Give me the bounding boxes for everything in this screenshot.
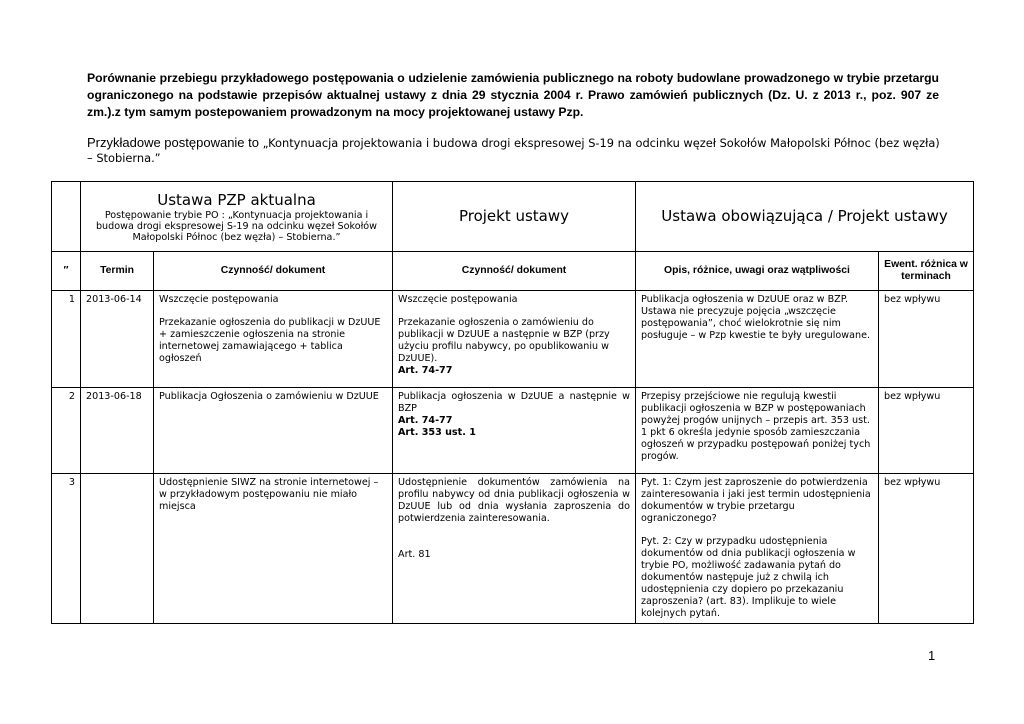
header-current-law <box>81 182 393 252</box>
row-date: 2013-06-14 <box>81 291 154 388</box>
row-number: 1 <box>52 291 81 388</box>
cell-paragraph: Pyt. 2: Czy w przypadku udostępnienia dokumentów od dnia publikacji ogłoszenia w trybie PO, możliwość zadawania pytań do dokumentów następuje już z chwilą ich udostępnienia czy dopiero po przekazaniu zaproszenia? (art. 83). Implikuje to wiele kolejnych pytań. <box>641 536 856 619</box>
header-draft-law <box>393 182 636 252</box>
article-reference: Art. 353 ust. 1 <box>398 427 476 438</box>
row-impact: bez wpływu <box>879 291 974 388</box>
row-action-draft <box>393 388 636 474</box>
header-draft-law-title: Projekt ustawy <box>458 207 570 225</box>
header-empty-cell <box>52 182 81 252</box>
article-reference: Art. 81 <box>398 549 431 560</box>
table-row <box>52 474 974 624</box>
cell-paragraph: Wszczęcie postępowania <box>398 294 518 305</box>
cell-paragraph: Przepisy przejściowe nie regulują kwestii publikacji ogłoszenia w BZP w postępowaniach powyżej progów unijnych – przepis art. 353 ust. 1 pkt 6 określa jedynie sposób zamieszczania ogłoszeń w przypadku postępowań poniżej tych progów. <box>641 391 871 462</box>
cell-paragraph: Wszczęcie postępowania <box>159 294 279 305</box>
header-current-law-subtitle: Postępowanie trybie PO : „Kontynuacja projektowania i budowa drogi ekspresowej S-19 na odcinku węzeł Sokołów Małopolski Północ (bez węzła) – Stobierna.” <box>95 209 378 243</box>
row-action-draft <box>393 291 636 388</box>
sample-text: „Kontynuacja projektowania i budowa drogi ekspresowej S-19 na odcinku węzeł Sokołów Małopolski Północ (bez węzła) – Stobierna.” <box>87 136 940 165</box>
row-number: 3 <box>52 474 81 624</box>
header-current-law-title: Ustawa PZP aktualna <box>157 190 316 209</box>
cell-text: Przekazanie ogłoszenia o zamówieniu do publikacji w DzUUE a następnie w BZP (przy użyciu profilu nabywcy, po opublikowaniu w DzUUE). <box>398 317 610 364</box>
cell-paragraph: Udostępnienie SIWZ na stronie internetowej – w przykładowym postępowaniu nie miało miejsca <box>159 477 379 512</box>
row-impact: bez wpływu <box>879 388 974 474</box>
article-reference: Art. 74-77 <box>398 365 453 376</box>
intro-heading: Porównanie przebiegu przykładowego postępowania o udzielenie zamówienia publicznego na roboty budowlane prowadzonego w trybie przetargu ograniczonego na podstawie przepisów aktualnej ustawy z dnia 29 stycznia 2004 r. Prawo zamówień publicznych (Dz. U. z 2013 r., poz. 907 ze zm.).z tym samym postepowaniem prowadzonym na mocy projektowanej ustawy Pzp. <box>87 71 939 119</box>
subheader-opis: Opis, różnice, uwagi oraz wątpliwości <box>636 252 879 291</box>
subheader-termin: Termin <box>81 252 154 291</box>
row-number: 2 <box>52 388 81 474</box>
table-row <box>52 291 974 388</box>
table-header-row <box>52 182 974 252</box>
table-row <box>52 388 974 474</box>
row-action-current <box>154 388 393 474</box>
subheader-lp: ″ <box>52 252 81 291</box>
row-date <box>81 474 154 624</box>
page-number: 1 <box>928 648 936 663</box>
cell-paragraph: Pyt. 1: Czym jest zaproszenie do potwierdzenia zainteresowania i jaki jest termin udostępnienia dokumentów w trybie przetargu ograniczonego? <box>641 477 871 524</box>
row-notes <box>636 291 879 388</box>
cell-paragraph: Publikacja Ogłoszenia o zamówieniu w DzUUE <box>159 391 379 402</box>
cell-paragraph: Udostępnienie dokumentów zamówienia na profilu nabywcy od dnia publikacji ogłoszenia w DzUUE lub od dnia wysłania zaproszenia do potwierdzenia zainteresowania. <box>398 477 630 524</box>
row-date: 2013-06-18 <box>81 388 154 474</box>
cell-paragraph: Przekazanie ogłoszenia do publikacji w DzUUE + zamieszczenie ogłoszenia na stronie internetowej zamawiającego + tablica ogłoszeń <box>159 317 381 364</box>
sample-procedure <box>87 135 942 166</box>
cell-paragraph <box>398 317 630 377</box>
header-comparison <box>636 182 974 252</box>
subheader-roznica: Ewent. różnica w terminach <box>879 252 974 291</box>
cell-paragraph: Publikacja ogłoszenia w DzUUE oraz w BZP. Ustawa nie precyzuje pojęcia „wszczęcie postępowania”, choć wielokrotnie się nim posługuje – w Pzp kwestie te były uregulowane. <box>641 294 871 341</box>
sample-lead: Przykładowe postępowanie to <box>87 135 259 150</box>
subheader-czynnosc-current: Czynność/ dokument <box>154 252 393 291</box>
row-notes <box>636 474 879 624</box>
row-impact: bez wpływu <box>879 474 974 624</box>
article-reference: Art. 74-77 <box>398 415 453 426</box>
cell-text: Publikacja ogłoszenia w DzUUE a następnie w BZP <box>398 391 630 414</box>
row-action-current <box>154 291 393 388</box>
comparison-table <box>51 181 974 624</box>
table-subheader-row <box>52 252 974 291</box>
subheader-czynnosc-draft: Czynność/ dokument <box>393 252 636 291</box>
row-notes <box>636 388 879 474</box>
row-action-draft <box>393 474 636 624</box>
header-comparison-title: Ustawa obowiązująca / Projekt ustawy <box>661 207 948 225</box>
row-action-current <box>154 474 393 624</box>
